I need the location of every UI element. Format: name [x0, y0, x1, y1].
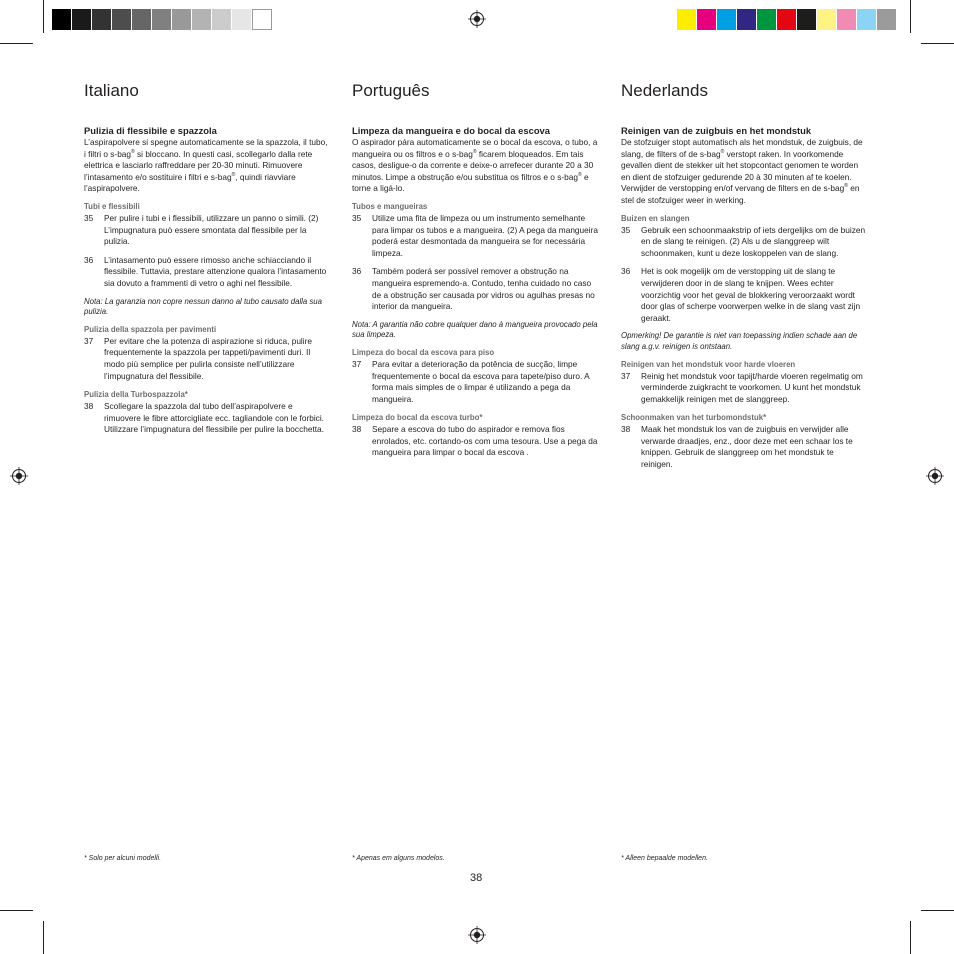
list-item: 35 Per pulire i tubi e i flessibili, utilizzare un panno o simili. (2) L’impugnatura può essere smontata dal flessibile per la pulizia. — [84, 212, 319, 247]
column-nederlands — [621, 80, 867, 478]
color-swatch — [857, 9, 877, 30]
color-swatch — [172, 9, 192, 30]
subheading: Tubi e flessibili — [84, 201, 140, 211]
color-swatch — [837, 9, 857, 30]
subheading: Limpeza do bocal da escova turbo* — [352, 413, 483, 423]
section-title: Pulizia di flessibile e spazzola — [84, 125, 217, 136]
subheading: Limpeza do bocal da escova para piso — [352, 347, 495, 357]
color-swatch — [152, 9, 172, 30]
color-swatch — [72, 9, 92, 30]
color-swatch — [192, 9, 212, 30]
intro-paragraph: O aspirador pára automaticamente se o bocal da escova, o tubo, a mangueira ou os filtros e o s-bag® ficarem bloqueados. Em tais casos, desligue-o da corrente e deixe-o arrefecer durante 20 a 30 minutos. Limpe a obstrução e/ou substitua os filtros e o s-bag® e torne a ligá-lo. — [352, 137, 598, 194]
color-swatch — [877, 9, 897, 30]
language-heading: Português — [352, 81, 430, 100]
registration-mark-icon — [468, 10, 486, 28]
list-item: 37 Para evitar a deterioração da potência de sucção, limpe frequentemente o bocal da escova para tapete/piso duro. A forma mais simples de o limpar é utilizando a pega da mangueira. — [352, 358, 590, 404]
registration-mark-icon — [468, 926, 486, 944]
subheading: Pulizia della Turbospazzola* — [84, 390, 188, 400]
color-swatch — [697, 9, 717, 30]
list-item: 36 Também poderá ser possível remover a obstrução na mangueira espremendo-a. Contudo, tenha cuidado no caso de a obstrução ser causada por vidros ou agulhas presas no interior da mangueira. — [352, 266, 595, 312]
color-swatch — [777, 9, 797, 30]
page-number: 38 — [470, 872, 483, 884]
list-item: 37 Per evitare che la potenza di aspirazione si riduca, pulire frequentemente la spazzola per tappeti/pavimenti duri. Il modo più semplice per pulirla consiste nell’utilizzare l’impugnatura del flessibile. — [84, 335, 312, 381]
column-portugues — [352, 80, 598, 466]
list-item: 36 L’intasamento può essere rimosso anche schiacciando il flessibile. Tuttavia, prestare attenzione qualora l’intasamento sia dovuto a frammenti di vetro o aghi nel flessibile. — [84, 254, 327, 288]
color-swatch — [797, 9, 817, 30]
subheading: Schoonmaken van het turbomondstuk* — [621, 413, 767, 423]
color-swatch — [212, 9, 232, 30]
color-swatch — [92, 9, 112, 30]
color-swatch — [737, 9, 757, 30]
footnote: * Solo per alcuni modelli. — [84, 855, 162, 862]
list-item: 38 Maak het mondstuk los van de zuigbuis en verwijder alle verwarde draadjes, enz., door deze met een schaar los te knippen. Gebruik de slanggreep om het mondstuk te reinigen. — [621, 424, 853, 470]
list-item: 35 Gebruik een schoonmaakstrip of iets dergelijks om de buizen en de slang te reinigen. (2) Als u de slanggreep wilt schoonmaken, kunt u deze loskoppelen van de slang. — [621, 224, 866, 258]
registration-mark-icon — [926, 467, 944, 485]
list-item: 35 Utilize uma fita de limpeza ou um instrumento semelhante para limpar os tubos e a mangueira. (2) A pega da mangueira poderá estar desmontada da mangueira se for necessária limpeza. — [352, 212, 598, 258]
warranty-note: Opmerking! De garantie is niet van toepassing indien schade aan de slang a.g.v. reinigen is ontstaan. — [621, 331, 858, 351]
subheading: Tubos e mangueiras — [352, 201, 428, 211]
intro-paragraph: L’aspirapolvere si spegne automaticamente se la spazzola, il tubo, i filtri o s-bag® si bloccano. In questi casi, scollegarlo dalla rete elettrica e lasciarlo raffreddare per 20-30 minuti. Rimuovere l’intasamento e/o sostituire i filtri e s-bag®, quindi riavviare l’aspirapolvere. — [84, 137, 328, 194]
footnote: * Apenas em alguns modelos. — [352, 855, 445, 862]
color-swatch — [717, 9, 737, 30]
section-title: Reinigen van de zuigbuis en het mondstuk — [621, 125, 812, 136]
color-swatch — [252, 9, 272, 30]
color-swatch — [132, 9, 152, 30]
language-heading: Nederlands — [621, 81, 708, 100]
process-color-bar — [677, 9, 897, 30]
list-item: 37 Reinig het mondstuk voor tapijt/harde vloeren regelmatig om verminderde zuigkracht te voorkomen. U kunt het mondstuk gemakkelijk reinigen met de slanggreep. — [621, 370, 863, 404]
subheading: Pulizia della spazzola per pavimenti — [84, 324, 217, 334]
column-italiano — [84, 80, 330, 443]
list-item: 36 Het is ook mogelijk om de verstopping uit de slang te verwijderen door in de slang te knijpen. Wees echter voorzichtig voor het geval de blokkering veroorzaakt wordt door glas of scherpe voorwerpen welke in de slang vast zijn geraakt. — [621, 266, 861, 323]
subheading: Buizen en slangen — [621, 213, 690, 223]
footnote: * Alleen bepaalde modellen. — [621, 855, 708, 862]
color-swatch — [112, 9, 132, 30]
warranty-note: Nota: A garantia não cobre qualquer dano à mangueira provocado pela sua limpeza. — [352, 319, 598, 340]
color-swatch — [52, 9, 72, 30]
color-swatch — [817, 9, 837, 30]
grayscale-color-bar — [52, 9, 272, 30]
list-item: 38 Scollegare la spazzola dal tubo dell’aspirapolvere e rimuovere le fibre attorcigliate ecc. tagliandole con le forbici. Utilizzare l’impugnatura del flessibile per pulire la bocchetta. — [84, 401, 324, 435]
warranty-note: Nota: La garanzia non copre nessun danno al tubo causato dalla sua pulizia. — [84, 296, 322, 317]
registration-mark-icon — [10, 467, 28, 485]
intro-paragraph: De stofzuiger stopt automatisch als het mondstuk, de zuigbuis, de slang, de filters of de s-bag® verstopt raken. In voorkomende gevallen dient de stekker uit het stopcontact genomen te worden en dient de stofzuiger gedurende 20 à 30 minuten af te koelen. Verwijder de verstopping en/of vervang de filters en de s-bag® en stel de stofzuiger weer in werking. — [621, 137, 863, 205]
section-title: Limpeza da mangueira e do bocal da escova — [352, 125, 550, 136]
language-heading: Italiano — [84, 81, 139, 100]
color-swatch — [757, 9, 777, 30]
color-swatch — [232, 9, 252, 30]
color-swatch — [677, 9, 697, 30]
list-item: 38 Separe a escova do tubo do aspirador e remova fios enrolados, etc. cortando-os com uma tesoura. Use a pega da mangueira para limpar o bocal da escova . — [352, 424, 598, 458]
subheading: Reinigen van het mondstuk voor harde vloeren — [621, 359, 796, 369]
